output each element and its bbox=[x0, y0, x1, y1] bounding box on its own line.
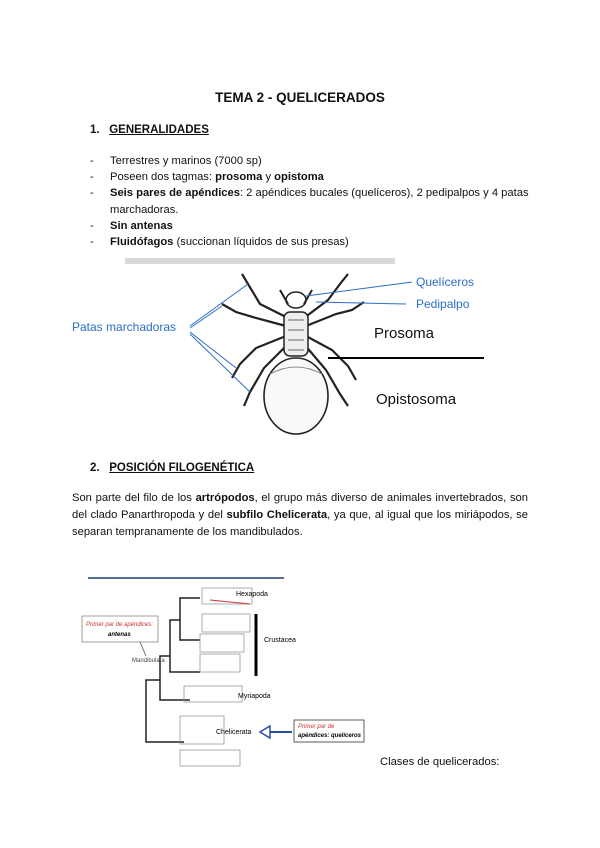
queliceros-callout-line1: Primer par de bbox=[298, 724, 335, 730]
antenas-pointer bbox=[140, 642, 146, 656]
phylogenetic-tree bbox=[80, 574, 380, 774]
label-opistosoma: Opistosoma bbox=[376, 391, 457, 408]
prosoma-body bbox=[284, 312, 308, 356]
section-1-heading bbox=[90, 124, 209, 136]
list-item: - Terrestres y marinos (7000 sp) bbox=[90, 153, 530, 169]
opistosoma-body bbox=[264, 358, 328, 434]
label-queliceros: Quelíceros bbox=[416, 275, 475, 289]
list-item: - Poseen dos tagmas: prosoma y opistoma bbox=[90, 169, 530, 185]
cropped-text-strip bbox=[125, 258, 395, 264]
taxon-thumbnails bbox=[180, 588, 252, 766]
label-myriapoda: Myriapoda bbox=[238, 693, 271, 700]
section-title: POSICIÓN FILOGENÉTICA bbox=[109, 462, 255, 474]
hexapoda-red-mark bbox=[210, 600, 250, 604]
chelicerae bbox=[286, 292, 306, 308]
label-prosoma: Prosoma bbox=[374, 325, 435, 342]
antenas-callout-line2: antenas bbox=[108, 632, 131, 638]
label-mandibulata: Mandibulata bbox=[132, 658, 165, 664]
clases-caption: Clases de quelicerados: bbox=[380, 756, 500, 768]
chelicerae-arrowhead bbox=[260, 726, 270, 738]
label-patas-marchadoras: Patas marchadoras bbox=[72, 320, 177, 334]
antenas-callout-box bbox=[82, 616, 158, 642]
label-chelicerata: Chelicerata bbox=[216, 729, 252, 736]
antenas-callout-line1: Primer par de apéndices: bbox=[86, 622, 154, 628]
spider-diagram bbox=[60, 256, 500, 446]
generalidades-list bbox=[90, 153, 530, 250]
label-crustacea: Crustacea bbox=[264, 637, 296, 644]
section-number: 1. bbox=[90, 124, 100, 136]
section-number: 2. bbox=[90, 462, 100, 474]
list-item: - Sin antenas bbox=[90, 218, 530, 234]
label-pedipalpo: Pedipalpo bbox=[416, 297, 470, 311]
section-title: GENERALIDADES bbox=[109, 124, 209, 136]
list-item: - Seis pares de apéndices: 2 apéndices bucales (quelíceros), 2 pedipalpos y 4 patas marchadoras. bbox=[90, 185, 530, 217]
queliceros-callout-line2: apéndices: quelíceros bbox=[298, 733, 362, 739]
label-hexapoda: Hexapoda bbox=[236, 591, 268, 598]
list-item: - Fluidófagos (succionan líquidos de sus presas) bbox=[90, 234, 530, 250]
page-title: TEMA 2 - QUELICERADOS bbox=[215, 90, 385, 105]
section-2-heading bbox=[90, 462, 254, 474]
posicion-paragraph: Son parte del filo de los artrópodos, el grupo más diverso de animales invertebrados, son del clado Panarthropoda y del subfilo Chelicerata, ya que, al igual que los miriápodos, se separan tempranamente de los mandibulados. bbox=[72, 492, 528, 538]
